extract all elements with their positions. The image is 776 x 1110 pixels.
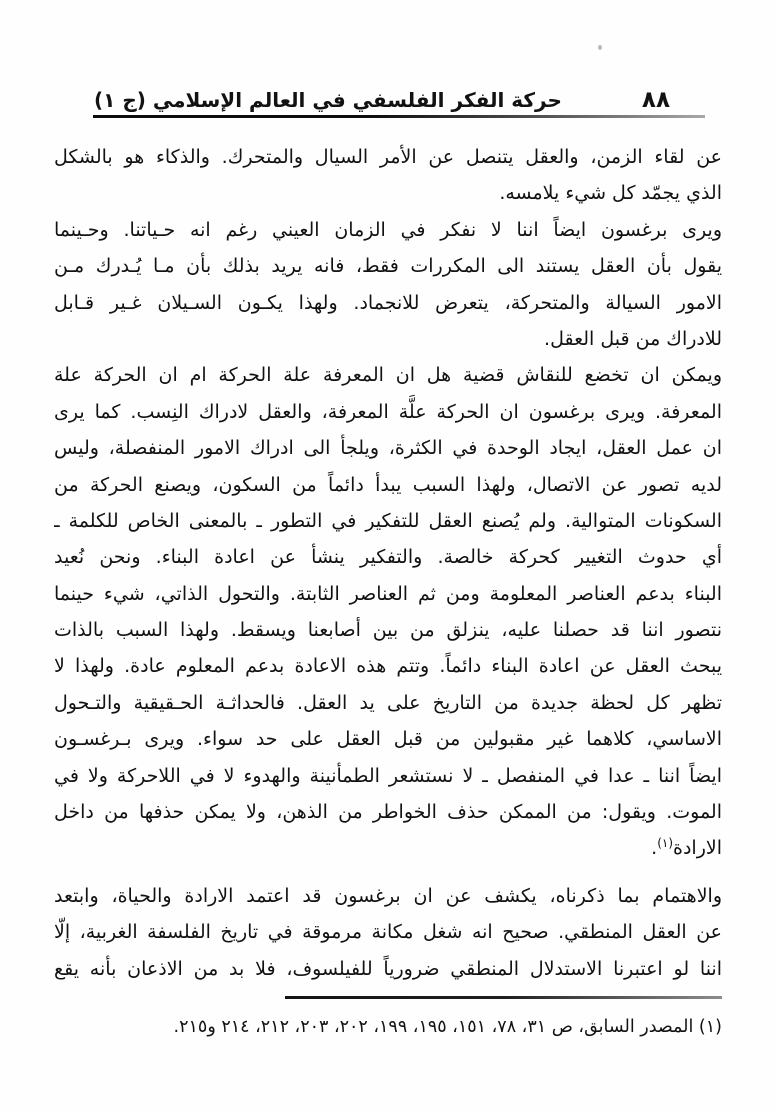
- text-line: تظهر كل لحظة جديدة من التاريخ على يد العقل. فالحداثـة الحـقيقية والتـحول: [54, 691, 722, 714]
- text-line: عن لقاء الزمن، والعقل يتنصل عن الأمر السيال والمتحرك. والذكاء هو بالشكل: [54, 146, 722, 168]
- header-rule: [93, 115, 705, 118]
- scan-speck-artifact: [598, 45, 602, 50]
- paragraph: [54, 212, 722, 358]
- text-line: ويرى برغسون ايضاً اننا لا نفكر في الزمان العيني رغم انه حـياتنا. وحـينما: [54, 218, 722, 241]
- page-header: [94, 78, 670, 112]
- footnote: (١) المصدر السابق، ص ٣١، ٧٨، ١٥١، ١٩٥، ١٩٩، ٢٠٢، ٢٠٣، ٢١٢، ٢١٤ و٢١٥.: [173, 1017, 722, 1037]
- running-title: حركة الفكر الفلسفي في العالم الإسلامي (ج ١): [94, 88, 562, 112]
- paragraph: [54, 878, 722, 987]
- text-line: والاهتمام بما ذكرناه، يكشف عن ان برغسون قد اعتمد الارادة والحياة، وابتعد: [54, 884, 722, 907]
- footnote-separator: [285, 996, 722, 999]
- text-line: عن العقل المنطقي. صحيح انه شغل مكانة مرموقة في تاريخ الفلسفة الغربية، إلّا: [54, 921, 722, 944]
- text-line: السكونات المتوالية. ولم يُصنع العقل للتفكير في التطور ـ بالمعنى الخاص للكلمة ـ: [54, 509, 722, 532]
- text-line: أي حدوث التغيير كحركة خالصة. والتفكير ينشأ عن اعادة البناء. ونحن نُعيد: [54, 546, 722, 569]
- text-line: ان عمل العقل، ايجاد الوحدة في الكثرة، ويلجأ الى ادراك الامور المنفصلة، وليس: [54, 437, 722, 460]
- text-word: الارادة: [673, 837, 722, 860]
- page-number: ٨٨: [641, 87, 670, 113]
- text-line: لديه تصور عن الاتصال، ولهذا السبب يبدأ دائماً من السكون، ويصنع الحركة من: [54, 473, 722, 496]
- text-line: للادراك من قبل العقل.: [544, 327, 722, 350]
- text-line: نتصور اننا قد حصلنا عليه، ينزلق من بين أصابعنا ويسقط. ولهذا السبب بالذات: [54, 619, 722, 642]
- text-line: البناء بدعم العناصر المعلومة ومن ثم العناصر الثابتة. والتحول الذاتي، شيء حينما: [54, 582, 722, 605]
- sentence-period: .: [651, 837, 658, 860]
- paragraph: [54, 139, 722, 212]
- text-line: اننا لو اعتبرنا الاستدلال المنطقي ضرورياً للفيلسوف، فلا بد من الاذعان بأنه يقع: [54, 957, 722, 980]
- text-line: ايضاً اننا ـ عدا في المنفصل ـ لا نستشعر الطمأنينة والهدوء لا في اللاحركة ولا في: [54, 764, 722, 787]
- text-line: ويمكن ان تخضع للنقاش قضية هل ان المعرفة علة الحركة ام ان الحركة علة: [54, 364, 722, 387]
- body-text: [54, 139, 722, 987]
- text-line-with-footnote-ref: [54, 830, 722, 866]
- text-line: يبحث العقل عن اعادة البناء دائماً. وتتم هذه الاعادة بدعم المعلوم عادة. ولهذا لا: [54, 655, 722, 678]
- text-line: الامور السيالة والمتحركة، يتعرض للانجماد. ولهذا يكـون السـيلان غـير قـابل: [54, 291, 722, 314]
- text-line: الاساسي، كلاهما غير مقبولين من قبل العقل على حد سواء. ويرى بـرغسـون: [54, 728, 722, 751]
- footnote-marker-superscript: (١): [657, 836, 674, 851]
- text-line: الموت. ويقول: من الممكن حذف الخواطر من الذهن، ولا يمكن حذفها من داخل: [54, 801, 722, 824]
- paragraph: [54, 357, 722, 866]
- text-line: يقول بأن العقل يستند الى المكررات فقط، فانه يريد بذلك بأن مـا يُـدرك مـن: [54, 255, 722, 278]
- text-line: المعرفة. ويرى برغسون ان الحركة علَّة المعرفة، والعقل لادراك النِسب. كما يرى: [54, 400, 722, 423]
- text-line: الذي يجمّد كل شيء يلامسه.: [499, 182, 722, 205]
